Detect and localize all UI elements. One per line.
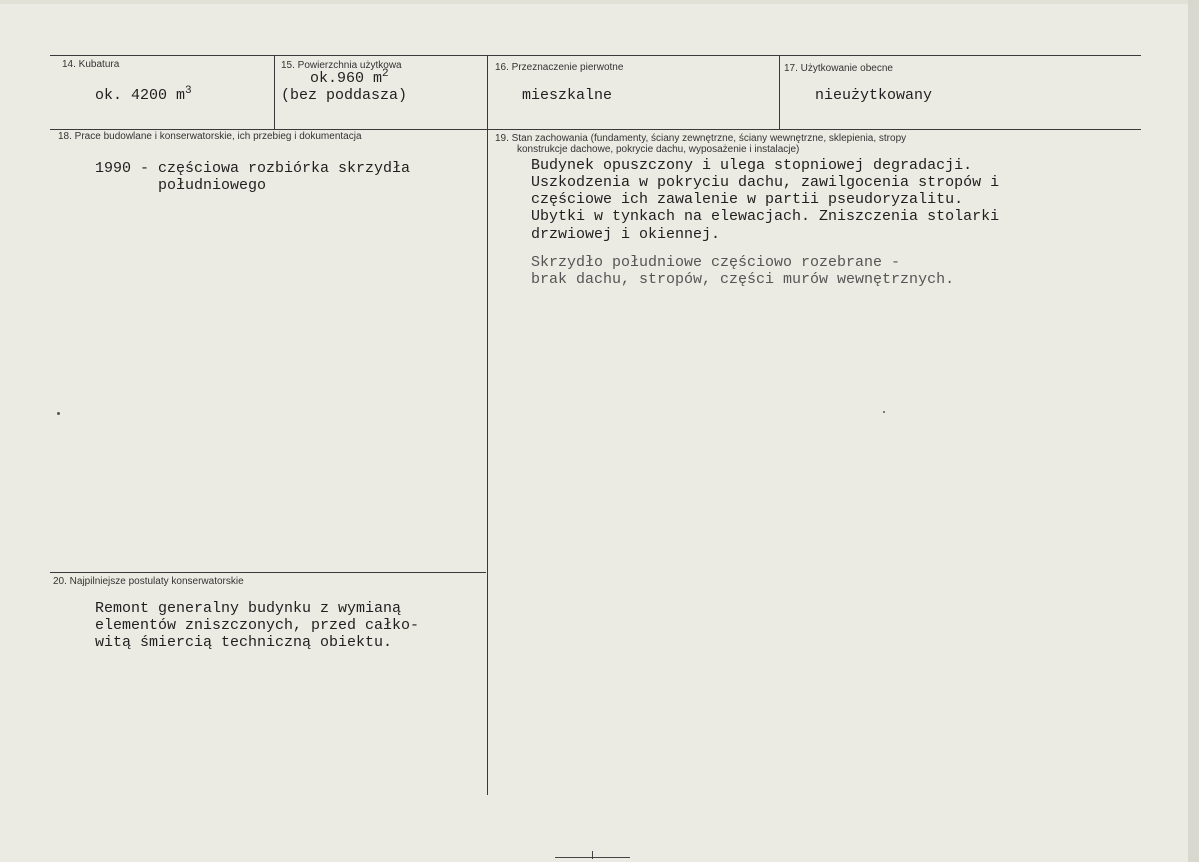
field-19-line-3: częściowe ich zawalenie w partii pseudoryzalitu. xyxy=(531,191,964,208)
field-19-note-line-1: Skrzydło południowe częściowo rozebrane - xyxy=(531,254,901,271)
field-15-label: 15. Powierzchnia użytkowa xyxy=(281,60,402,71)
field-15-value-line1: ok.960 $m^2$ xyxy=(310,68,389,87)
field-18-label: 18. Prace budowlane i konserwatorskie, ich przebieg i dokumentacja xyxy=(58,131,362,142)
field-18-line-1: 1990 - częściowa rozbiórka skrzydła xyxy=(95,160,411,177)
field-16-value: mieszkalne xyxy=(522,87,613,104)
ink-speck xyxy=(57,412,60,415)
field-17-value: nieużytkowany xyxy=(815,87,933,104)
col-divider-14-15 xyxy=(274,55,275,130)
ink-speck xyxy=(883,411,885,413)
bottom-tick-stem xyxy=(592,851,593,859)
field-20-line-1: Remont generalny budynku z wymianą xyxy=(95,600,402,617)
field-14-value: ok. 4200 $m^3$ xyxy=(95,85,192,104)
field-19-note-line-2: brak dachu, stropów, części murów wewnętrznych. xyxy=(531,271,955,288)
field-19-line-4: Ubytki w tynkach na elewacjach. Zniszczenia stolarki xyxy=(531,208,1000,225)
field-19-line-1: Budynek opuszczony i ulega stopniowej degradacji. xyxy=(531,157,973,174)
field-20-line-2: elementów zniszczonych, przed całko- xyxy=(95,617,420,634)
col-divider-16-17 xyxy=(779,55,780,130)
card-top-edge xyxy=(0,0,1199,4)
field-19-line-5: drzwiowej i okiennej. xyxy=(531,226,721,243)
field-19-label-line-2: konstrukcje dachowe, pokrycie dachu, wyposażenie i instalacje) xyxy=(517,144,800,155)
field-19-label-line-1: 19. Stan zachowania (fundamenty, ściany zewnętrzne, ściany wewnętrzne, sklepienia, stropy xyxy=(495,133,907,144)
top-rule xyxy=(50,55,1141,56)
card-right-edge xyxy=(1188,0,1199,862)
field-17-label: 17. Użytkowanie obecne xyxy=(784,63,893,74)
field-15-value-line2: (bez poddasza) xyxy=(281,87,408,104)
col-divider-main xyxy=(487,55,488,795)
row-divider xyxy=(50,129,1141,130)
field-19-line-2: Uszkodzenia w pokryciu dachu, zawilgocenia stropów i xyxy=(531,174,1000,191)
field-16-label: 16. Przeznaczenie pierwotne xyxy=(495,62,624,73)
field-20-line-3: witą śmiercią techniczną obiektu. xyxy=(95,634,393,651)
field-20-label: 20. Najpilniejsze postulaty konserwatorskie xyxy=(53,576,244,587)
field-14-label: 14. Kubatura xyxy=(62,59,120,70)
section-20-divider xyxy=(50,572,486,573)
field-18-line-2: południowego xyxy=(95,177,267,194)
